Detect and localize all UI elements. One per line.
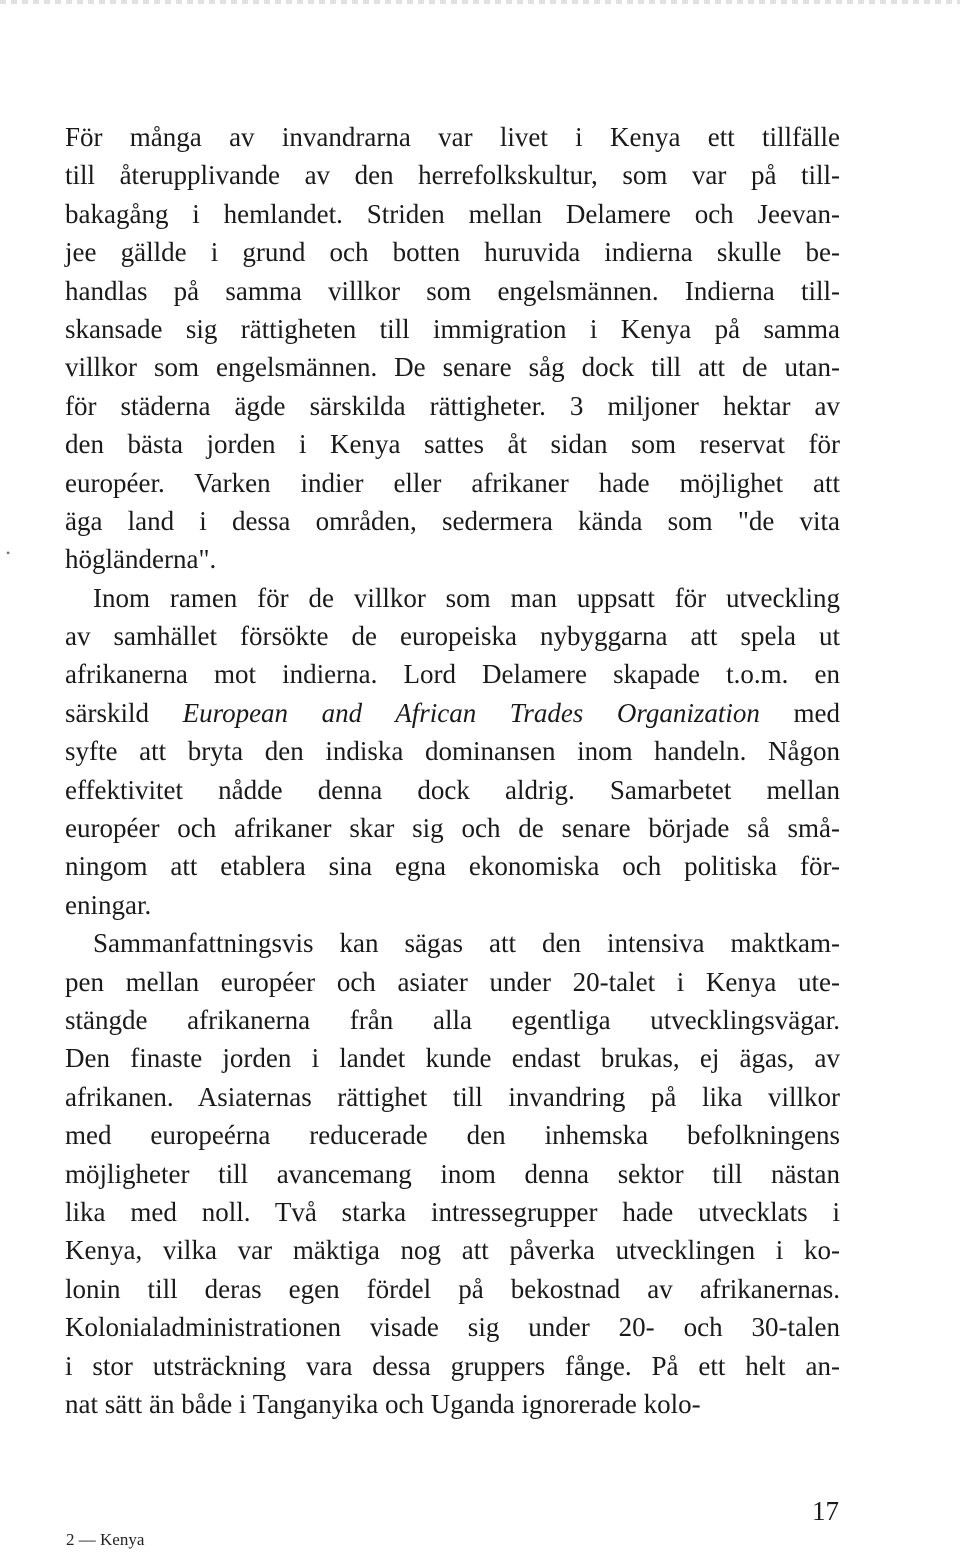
text-line: högländerna". <box>65 544 217 575</box>
text-line: den bästa jorden i Kenya sattes åt sidan som reservat för <box>65 429 840 460</box>
text-line: pen mellan européer och asiater under 20-talet i Kenya ute- <box>65 966 840 997</box>
text-line: För många av invandrarna var livet i Kenya ett tillfälle <box>65 122 840 152</box>
italic-organization-name: European and African Trades Organization <box>182 697 760 728</box>
text-line: européer. Varken indier eller afrikaner hade möjlighet att <box>65 467 840 498</box>
text-line: Sammanfattningsvis kan sägas att den intensiva maktkam- <box>93 928 840 959</box>
text-line: eningar. <box>65 889 152 920</box>
text-line: effektivitet nådde denna dock aldrig. Samarbetet mellan <box>65 774 840 805</box>
text-line: möjligheter till avancemang inom denna sektor till nästan <box>65 1158 840 1189</box>
text-line: ningom att etablera sina egna ekonomiska och politiska för- <box>65 851 840 882</box>
text-line: jee gällde i grund och botten huruvida indierna skulle be- <box>65 237 840 268</box>
text-line: lonin till deras egen fördel på bekostnad av afrikanernas. <box>65 1273 840 1304</box>
text-line: afrikanen. Asiaternas rättighet till invandring på lika villkor <box>65 1081 840 1112</box>
page-number: 17 <box>812 1496 839 1526</box>
text-line: Den finaste jorden i landet kunde endast brukas, ej ägas, av <box>65 1043 840 1074</box>
text-line: Kenya, vilka var mäktiga nog att påverka utvecklingen i ko- <box>65 1235 840 1266</box>
text-line: Kolonialadministrationen visade sig under 20- och 30-talen <box>65 1312 840 1343</box>
text-line: med europeérna reducerade den inhemska befolkningens <box>65 1120 840 1151</box>
text-line: stängde afrikanerna från alla egentliga utvecklingsvägar. <box>65 1004 840 1035</box>
text-line: lika med noll. Två starka intressegrupper hade utvecklats i <box>65 1196 840 1227</box>
text-line: nat sätt än både i Tanganyika och Uganda ignorerade kolo- <box>65 1388 701 1419</box>
text-line <box>65 694 840 732</box>
text-line: skansade sig rättigheten till immigration i Kenya på samma <box>65 313 840 344</box>
text-line: Inom ramen för de villkor som man uppsatt för utveckling <box>93 582 840 613</box>
margin-speck: • <box>6 546 11 560</box>
text-line: syfte att bryta den indiska dominansen inom handeln. Någon <box>65 736 840 767</box>
text-line: i stor utsträckning vara dessa gruppers fånge. På ett helt an- <box>65 1350 840 1381</box>
body-text <box>65 118 840 1423</box>
scan-edge <box>0 0 960 4</box>
text-line: villkor som engelsmännen. De senare såg dock till att de utan- <box>65 352 840 383</box>
text-segment: särskild <box>65 697 183 728</box>
text-line: för städerna ägde särskilda rättigheter. 3 miljoner hektar av <box>65 390 840 421</box>
text-segment: med <box>759 697 840 728</box>
signature-mark: 2 — Kenya <box>66 1530 145 1549</box>
text-line: av samhället försökte de europeiska nybyggarna att spela ut <box>65 621 840 652</box>
text-line: handlas på samma villkor som engelsmännen. Indierna till- <box>65 275 840 306</box>
text-line: bakagång i hemlandet. Striden mellan Delamere och Jeevan- <box>65 198 840 229</box>
text-line: till återupplivande av den herrefolkskultur, som var på till- <box>65 160 840 191</box>
text-line: européer och afrikaner skar sig och de senare började så små- <box>65 813 840 844</box>
text-line: äga land i dessa områden, sedermera kända som "de vita <box>65 505 840 536</box>
text-line: afrikanerna mot indierna. Lord Delamere skapade t.o.m. en <box>65 659 840 690</box>
